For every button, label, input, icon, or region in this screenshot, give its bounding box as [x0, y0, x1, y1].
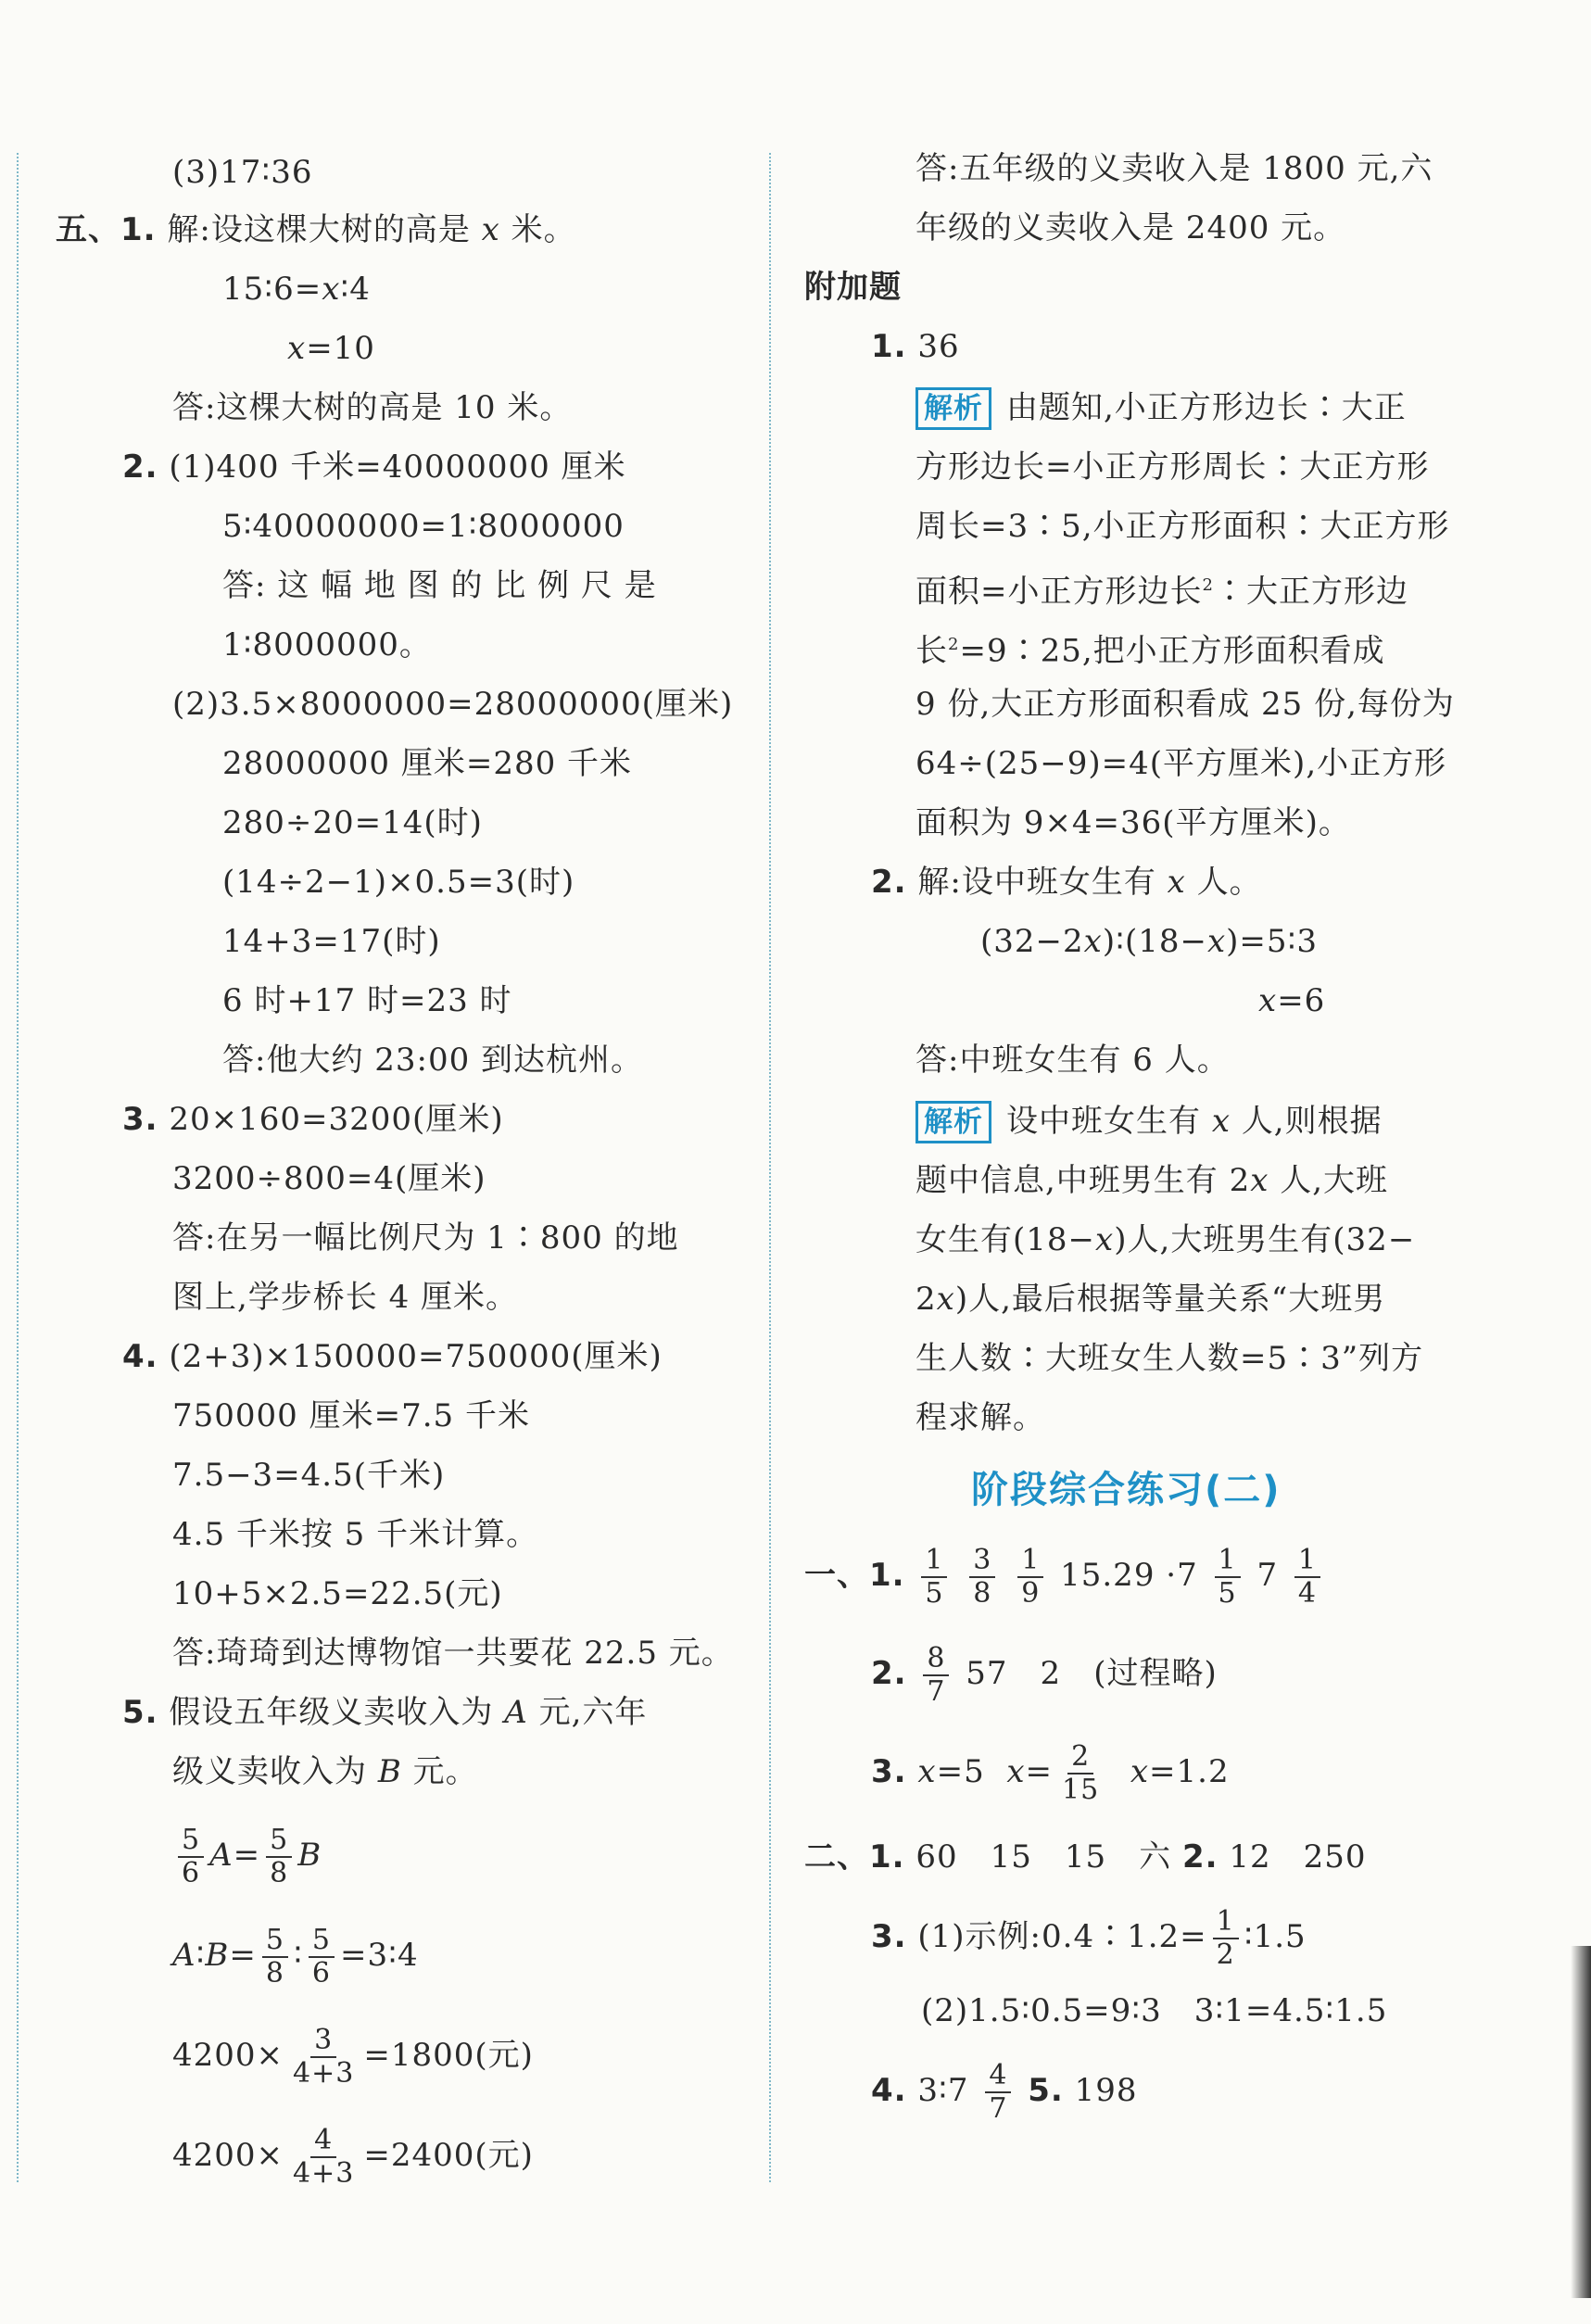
answer-text: 元,六年 [538, 1694, 648, 1731]
fraction [1017, 1545, 1043, 1610]
answer-line: 7.5−3=4.5(千米) [172, 1457, 446, 1494]
eq-part: ∶ [294, 1937, 303, 1974]
analysis-badge: 解析 [915, 387, 991, 430]
analysis-text: ∶大正方形边 [1213, 573, 1408, 611]
section-label: 一、 [804, 1557, 869, 1594]
equation-line [1258, 979, 1325, 1023]
analysis-line: 9 份,大正方形面积看成 25 份,每份为 [915, 686, 1455, 723]
answer-line [172, 1749, 478, 1794]
question-number: 1. [869, 1838, 905, 1876]
numerator: 4 [310, 2125, 336, 2158]
s2-q3-line [871, 1900, 1307, 1974]
question-number: 1. [871, 328, 907, 365]
variable: x [481, 211, 500, 248]
numerator: 1 [1213, 1906, 1239, 1939]
fraction [178, 1825, 204, 1889]
column-divider-dotted-line [769, 153, 771, 2182]
extra-q1-line [871, 324, 960, 369]
extra-questions-heading: 附加题 [804, 269, 902, 306]
variable: x [1167, 864, 1186, 901]
answer-line: 3200÷800=4(厘米) [172, 1160, 486, 1197]
eq-part: =1800(元) [363, 2037, 534, 2074]
analysis-line: 周长=3∶5,小正方形面积∶大正方形 [915, 508, 1450, 545]
answer-text: 元。 [412, 1753, 478, 1790]
answer-text: 米。 [511, 211, 576, 248]
fraction [289, 2025, 358, 2090]
answer-text: = [1025, 1753, 1054, 1790]
equation-line [287, 326, 375, 371]
analysis-text: 由题知,小正方形边长∶大正 [1006, 389, 1407, 426]
answer-line: 1∶8000000。 [222, 626, 432, 663]
answer-text: · [1166, 1557, 1178, 1594]
answer-text: 15.29 [1060, 1557, 1155, 1594]
analysis-text: 人,大班 [1280, 1162, 1389, 1199]
eq-part: 4200× [172, 2137, 284, 2174]
denominator: 4 [1297, 1577, 1317, 1610]
answer-line: 图上,学步桥长 4 厘米。 [172, 1279, 519, 1316]
analysis-line [915, 1158, 1388, 1203]
numerator: 5 [266, 1825, 292, 1858]
answer-line: (2)1.5∶0.5=9∶3 3∶1=4.5∶1.5 [921, 1992, 1388, 2029]
numerator: 1 [921, 1545, 947, 1578]
denominator: 7 [989, 2092, 1008, 2125]
equation-line [222, 267, 371, 311]
variable: x [1006, 1753, 1026, 1790]
question-number: 3. [122, 1101, 158, 1138]
fraction [1215, 1545, 1241, 1610]
fraction-equation [172, 1818, 322, 1892]
question-number: 5. [1028, 2072, 1064, 2109]
analysis-text: 面积=小正方形边长 [915, 573, 1203, 611]
numerator: 2 [1067, 1741, 1093, 1775]
eq-part: =10 [306, 330, 375, 367]
analysis-text: 题中信息,中班男生有 2 [915, 1162, 1251, 1199]
analysis-badge: 解析 [915, 1101, 991, 1143]
numerator: 1 [1294, 1545, 1320, 1578]
question-number: 2. [122, 448, 158, 486]
analysis-line [915, 1277, 1385, 1321]
answer-text: ∶1.5 [1244, 1918, 1307, 1955]
fraction [1213, 1906, 1239, 1971]
answer-text: 198 [1074, 2072, 1138, 2109]
answer-line: 答:中班女生有 6 人。 [915, 1042, 1230, 1079]
analysis-line [915, 385, 1407, 430]
answer-text: 解:设中班女生有 [917, 864, 1156, 901]
fraction [969, 1545, 995, 1610]
answer-text: 3∶7 [917, 2072, 969, 2109]
answer-line: (2)3.5×8000000=28000000(厘米) [172, 686, 734, 723]
variable: A [209, 1837, 234, 1874]
answer-text: =5 [936, 1753, 985, 1790]
question-number: 3. [871, 1753, 907, 1790]
superscript: 2 [1202, 575, 1214, 595]
analysis-line [915, 1099, 1383, 1143]
numerator: 5 [262, 1925, 288, 1958]
answer-line: 28000000 厘米=280 千米 [222, 745, 633, 782]
numerator: 5 [309, 1925, 335, 1958]
s1-q2-line [871, 1636, 1218, 1711]
numerator: 4 [985, 2060, 1011, 2093]
equation-line [980, 919, 1318, 964]
fraction-equation [172, 2018, 534, 2092]
denominator: 6 [182, 1857, 201, 1889]
analysis-line [915, 563, 1408, 613]
analysis-text: 人,则根据 [1241, 1103, 1383, 1140]
numerator: 5 [178, 1825, 204, 1858]
fraction [923, 1643, 949, 1708]
answer-text: 20×160=3200(厘米) [169, 1101, 504, 1138]
variable: x [1206, 923, 1227, 960]
q5-1-line [56, 208, 576, 252]
denominator: 4+3 [293, 2057, 355, 2090]
answer-text: 57 2 (过程略) [966, 1655, 1218, 1692]
denominator: 15 [1062, 1774, 1100, 1806]
analysis-line [915, 623, 1385, 673]
superscript: 2 [948, 635, 960, 654]
numerator: 1 [1215, 1545, 1241, 1578]
denominator: 6 [311, 1957, 331, 1989]
analysis-line: 64÷(25−9)=4(平方厘米),小正方形 [915, 745, 1447, 782]
answer-text: 级义卖收入为 [172, 1753, 367, 1790]
eq-part: = [233, 1837, 261, 1874]
answer-text: 解:设这棵大树的高是 [167, 211, 471, 248]
variable: A [172, 1937, 196, 1974]
question-number: 2. [871, 864, 907, 901]
q5-line [122, 1690, 647, 1735]
eq-part: )∶(18− [1102, 923, 1207, 960]
q3-line [122, 1097, 504, 1142]
denominator: 8 [265, 1957, 285, 1989]
denominator: 5 [925, 1577, 944, 1610]
extra-q2-line [871, 860, 1262, 904]
denominator: 4+3 [293, 2157, 355, 2190]
variable: x [322, 271, 341, 308]
answer-line: 14+3=17(时) [222, 923, 441, 960]
scan-shadow-edge [1571, 1946, 1591, 2298]
answer-line: 答:五年级的义卖收入是 1800 元,六 [915, 150, 1433, 187]
analysis-line [915, 1218, 1415, 1262]
answer-line: 年级的义卖收入是 2400 元。 [915, 209, 1346, 246]
answer-line: (3)17∶36 [172, 154, 313, 191]
answer-line: 答: 这 幅 地 图 的 比 例 尺 是 [222, 567, 657, 604]
answer-line: 答:他大约 23:00 到达杭州。 [222, 1042, 644, 1079]
eq-part: 15∶6= [222, 271, 322, 308]
variable: x [1250, 1162, 1269, 1199]
variable: B [205, 1937, 230, 1974]
denominator: 8 [270, 1857, 289, 1889]
variable: x [1095, 1221, 1115, 1258]
answer-text: 7 [1256, 1557, 1279, 1594]
s1-q1-line [804, 1538, 1326, 1612]
analysis-text: )人,大班男生有(32− [1114, 1221, 1416, 1258]
section-label: 五、 [56, 211, 120, 248]
s2-q1-line [804, 1835, 1367, 1879]
answer-text: 7 [1177, 1557, 1198, 1594]
s2-q4-line [871, 2053, 1138, 2128]
analysis-text: )人,最后根据等量关系“大班男 [954, 1281, 1386, 1318]
question-number: 2. [1182, 1838, 1219, 1876]
variable: B [297, 1837, 322, 1874]
analysis-text: 设中班女生有 [1006, 1103, 1201, 1140]
fraction [262, 1925, 288, 1989]
answer-line: 答:这棵大树的高是 10 米。 [172, 389, 573, 426]
variable: A [504, 1694, 528, 1731]
analysis-text: 女生有(18− [915, 1221, 1096, 1258]
eq-part: =6 [1277, 982, 1326, 1019]
analysis-line: 面积为 9×4=36(平方厘米)。 [915, 804, 1351, 841]
variable: B [377, 1753, 402, 1790]
variable: x [936, 1281, 955, 1318]
eq-part: = [229, 1937, 257, 1974]
variable: x [1130, 1753, 1150, 1790]
numerator: 3 [969, 1545, 995, 1578]
answer-line: (14÷2−1)×0.5=3(时) [222, 864, 575, 901]
variable: x [1258, 982, 1278, 1019]
analysis-text: 2 [915, 1281, 937, 1318]
answer-line: 答:琦琦到达博物馆一共要花 22.5 元。 [172, 1635, 734, 1672]
eq-part: ∶ [196, 1937, 206, 1974]
fraction [985, 2060, 1011, 2125]
eq-part: )=5∶3 [1226, 923, 1319, 960]
denominator: 9 [1021, 1577, 1041, 1610]
analysis-line: 程求解。 [915, 1399, 1045, 1436]
analysis-text: =9∶25,把小正方形面积看成 [959, 632, 1385, 670]
answer-text: 60 15 15 六 [915, 1838, 1172, 1876]
denominator: 7 [927, 1675, 946, 1708]
section-label: 二、 [804, 1838, 869, 1876]
answer-text: 人。 [1196, 864, 1262, 901]
numerator: 3 [310, 2025, 336, 2058]
answer-text: 12 250 [1229, 1838, 1367, 1876]
answer-line: 4.5 千米按 5 千米计算。 [172, 1516, 539, 1553]
eq-part: =2400(元) [363, 2137, 534, 2174]
eq-part: (32−2 [980, 923, 1084, 960]
eq-part: =3∶4 [339, 1937, 419, 1974]
variable: x [917, 1753, 937, 1790]
answer-line: 5∶40000000=1∶8000000 [222, 508, 625, 545]
question-number: 1. [120, 211, 157, 248]
q2-line [122, 445, 626, 489]
fraction-equation [172, 2118, 534, 2192]
denominator: 8 [973, 1577, 992, 1610]
answer-line: 答:在另一幅比例尺为 1∶800 的地 [172, 1219, 679, 1257]
question-number: 1. [869, 1557, 905, 1594]
denominator: 5 [1218, 1577, 1237, 1610]
question-number: 5. [122, 1694, 158, 1731]
answer-text: 36 [917, 328, 960, 365]
answer-text: (1)示例:0.4∶1.2= [917, 1918, 1207, 1955]
s1-q3-line [871, 1735, 1230, 1809]
fraction [289, 2125, 358, 2190]
question-number: 2. [871, 1655, 907, 1692]
question-number: 4. [122, 1338, 158, 1375]
numerator: 1 [1017, 1545, 1043, 1578]
question-number: 4. [871, 2072, 907, 2109]
denominator: 2 [1216, 1939, 1235, 1971]
q4-line [122, 1334, 663, 1379]
variable: x [1083, 923, 1103, 960]
fraction [309, 1925, 335, 1989]
answer-line: 6 时+17 时=23 时 [222, 982, 512, 1019]
analysis-line: 方形边长=小正方形周长∶大正方形 [915, 448, 1430, 486]
question-number: 3. [871, 1918, 907, 1955]
eq-part: ∶4 [340, 271, 371, 308]
analysis-text: 长 [915, 632, 948, 670]
answer-text: (2+3)×150000=750000(厘米) [169, 1338, 663, 1375]
section-title: 阶段综合练习(二) [971, 1469, 1282, 1511]
fraction [1294, 1545, 1320, 1610]
answer-text: (1)400 千米=40000000 厘米 [169, 448, 626, 486]
analysis-line: 生人数∶大班女生人数=5∶3”列方 [915, 1340, 1424, 1377]
fraction [921, 1545, 947, 1610]
fraction [1058, 1741, 1103, 1806]
numerator: 8 [923, 1643, 949, 1676]
fraction [266, 1825, 292, 1889]
answer-text: =1.2 [1149, 1753, 1230, 1790]
answer-line: 280÷20=14(时) [222, 804, 483, 841]
eq-part: 4200× [172, 2037, 284, 2074]
answer-line: 10+5×2.5=22.5(元) [172, 1575, 503, 1612]
left-margin-dotted-line [17, 153, 19, 2182]
answer-text: 假设五年级义卖收入为 [169, 1694, 494, 1731]
variable: x [287, 330, 307, 367]
fraction-equation [172, 1918, 419, 1992]
answer-line: 750000 厘米=7.5 千米 [172, 1397, 530, 1434]
variable: x [1211, 1103, 1231, 1140]
